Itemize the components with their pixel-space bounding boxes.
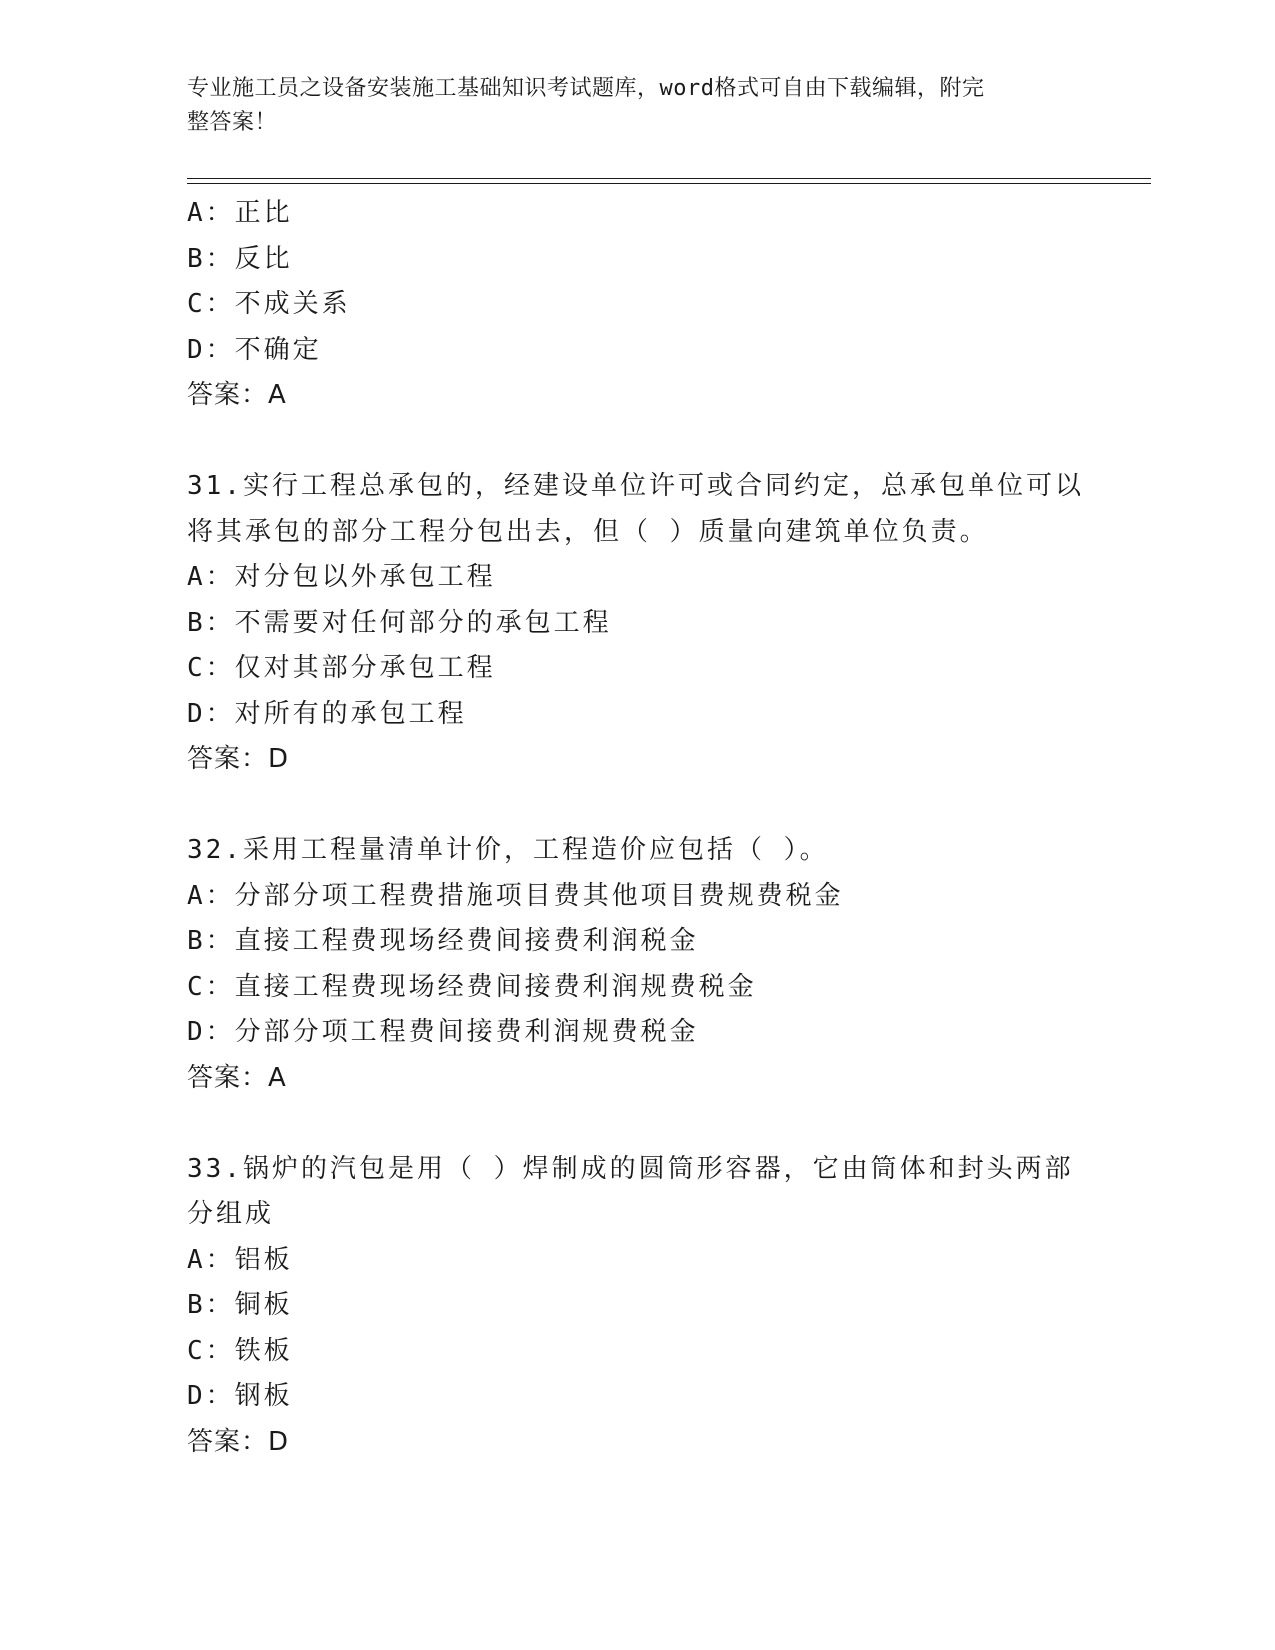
option-d: D：不确定 [187,334,322,365]
spacer [187,1101,1147,1147]
question-list [187,191,1147,1465]
option-a: A：分部分项工程费措施项目费其他项目费规费税金 [187,880,844,911]
question-stem-line-2: 分组成 [187,1199,275,1229]
answer: 答案：D [187,1426,290,1457]
option-d: D：钢板 [187,1381,293,1411]
option-c: C：不成关系 [187,289,351,319]
header-title-line-1: 专业施工员之设备安装施工基础知识考试题库，word格式可自由下载编辑，附完 [187,76,985,101]
question-stem-line-1: 33.锅炉的汽包是用（ ）焊制成的圆筒形容器，它由筒体和封头两部 [187,1153,1074,1184]
option-b: B：不需要对任何部分的承包工程 [187,607,612,638]
option-a: A：正比 [187,198,293,228]
option-b: B：直接工程费现场经费间接费利润税金 [187,926,699,956]
question-stem-line-1: 31.实行工程总承包的，经建设单位许可或合同约定，总承包单位可以 [187,471,1084,501]
option-c: C：铁板 [187,1335,293,1366]
option-d: D：对所有的承包工程 [187,698,467,729]
spacer [187,419,1147,465]
header-title-line-2: 整答案！ [187,110,278,135]
option-b: B：铜板 [187,1290,293,1320]
answer: 答案：A [187,380,287,410]
question-30 [187,191,1147,419]
document-header [187,72,1067,140]
option-c: C：仅对其部分承包工程 [187,653,496,683]
answer: 答案：D [187,744,290,774]
option-b: B：反比 [187,243,293,274]
option-a: A：铝板 [187,1244,293,1275]
answer: 答案：A [187,1062,287,1093]
question-33 [187,1147,1147,1466]
question-31 [187,464,1147,783]
option-d: D：分部分项工程费间接费利润规费税金 [187,1017,699,1047]
header-divider [187,178,1151,184]
question-stem-line-2: 将其承包的部分工程分包出去，但（ ）质量向建筑单位负责。 [187,516,989,547]
option-c: C：直接工程费现场经费间接费利润规费税金 [187,971,757,1002]
question-stem-line-1: 32.采用工程量清单计价，工程造价应包括（ ）。 [187,835,829,865]
option-a: A：对分包以外承包工程 [187,562,496,592]
spacer [187,783,1147,829]
question-32 [187,828,1147,1101]
